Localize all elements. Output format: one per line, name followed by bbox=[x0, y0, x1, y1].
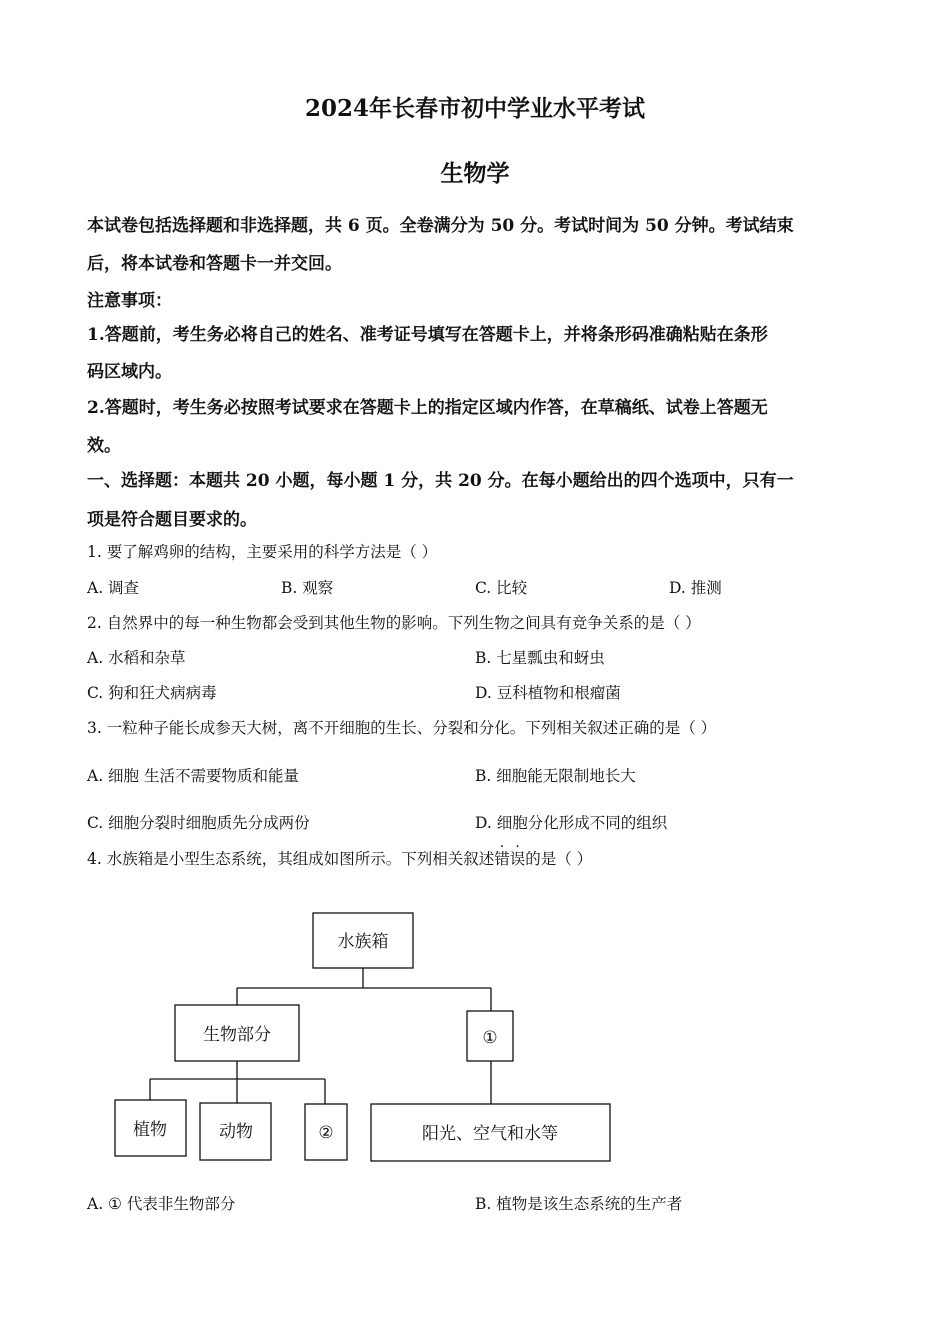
q4-stem-after: 的是（ ） bbox=[525, 850, 593, 868]
diagram-root-label: 水族箱 bbox=[337, 932, 389, 952]
q4-option-a: A. ① 代表非生物部分 bbox=[87, 1195, 236, 1213]
diagram-biotic-label: 生物部分 bbox=[203, 1025, 271, 1045]
q4-stem-emphasis-2: 误 bbox=[509, 850, 526, 868]
q2-option-c: C. 狗和狂犬病病毒 bbox=[87, 684, 217, 702]
subject-title: 生物学 bbox=[440, 160, 510, 187]
notice-item-2-line-1: 2.答题时，考生务必按照考试要求在答题卡上的指定区域内作答，在草稿纸、试卷上答题无 bbox=[87, 398, 768, 418]
section-1-line-1: 一、选择题：本题共 20 小题，每小题 1 分，共 20 分。在每小题给出的四个选项中，只有一 bbox=[87, 471, 794, 491]
q2-option-a: A. 水稻和杂草 bbox=[87, 649, 186, 667]
section-1-line-2: 项是符合题目要求的。 bbox=[87, 510, 257, 530]
q3-option-b: B. 细胞能无限制地长大 bbox=[475, 767, 636, 785]
q1-option-b: B. 观察 bbox=[281, 579, 334, 597]
notice-item-1-line-1: 1.答题前，考生务必将自己的姓名、准考证号填写在答题卡上，并将条形码准确粘贴在条形 bbox=[87, 325, 768, 345]
notice-item-2-line-2: 效。 bbox=[87, 436, 121, 456]
q2-option-d: D. 豆科植物和根瘤菌 bbox=[475, 684, 621, 702]
q1-option-c: C. 比较 bbox=[475, 579, 528, 597]
q3-stem: 3. 一粒种子能长成参天大树，离不开细胞的生长、分裂和分化。下列相关叙述正确的是（ ） bbox=[87, 719, 717, 737]
diagram-abiotic-items-label: 阳光、空气和水等 bbox=[422, 1124, 558, 1144]
diagram-abiotic-marker: ① bbox=[482, 1028, 498, 1048]
diagram-plants-label: 植物 bbox=[133, 1120, 167, 1140]
q4-stem-before: 4. 水族箱是小型生态系统，其组成如图所示。下列相关叙述 bbox=[87, 850, 495, 868]
q3-option-c: C. 细胞分裂时细胞质先分成两份 bbox=[87, 814, 310, 832]
notice-item-1-line-2: 码区域内。 bbox=[87, 362, 172, 382]
q2-option-b: B. 七星瓢虫和蚜虫 bbox=[475, 649, 605, 667]
diagram-marker-2: ② bbox=[318, 1123, 334, 1143]
intro-line-1: 本试卷包括选择题和非选择题，共 6 页。全卷满分为 50 分。考试时间为 50 分钟。考试结束 bbox=[87, 216, 794, 236]
q1-stem: 1. 要了解鸡卵的结构，主要采用的科学方法是（ ） bbox=[87, 543, 438, 561]
q4-option-b: B. 植物是该生态系统的生产者 bbox=[475, 1195, 683, 1213]
q1-option-d: D. 推测 bbox=[669, 579, 722, 597]
q2-stem: 2. 自然界中的每一种生物都会受到其他生物的影响。下列生物之间具有竞争关系的是（ ） bbox=[87, 614, 701, 632]
q3-option-d: D. 细胞分化形成不同的组织 bbox=[475, 814, 668, 832]
q3-option-a: A. 细胞 生活不需要物质和能量 bbox=[87, 767, 299, 785]
q1-option-a: A. 调查 bbox=[87, 579, 140, 597]
intro-line-2: 后，将本试卷和答题卡一并交回。 bbox=[87, 254, 342, 274]
q4-stem-emphasis-1: 错 bbox=[494, 850, 510, 868]
exam-title: 2024年长春市初中学业水平考试 bbox=[304, 95, 645, 122]
diagram-animals-label: 动物 bbox=[219, 1122, 253, 1142]
notice-heading: 注意事项： bbox=[87, 291, 172, 311]
